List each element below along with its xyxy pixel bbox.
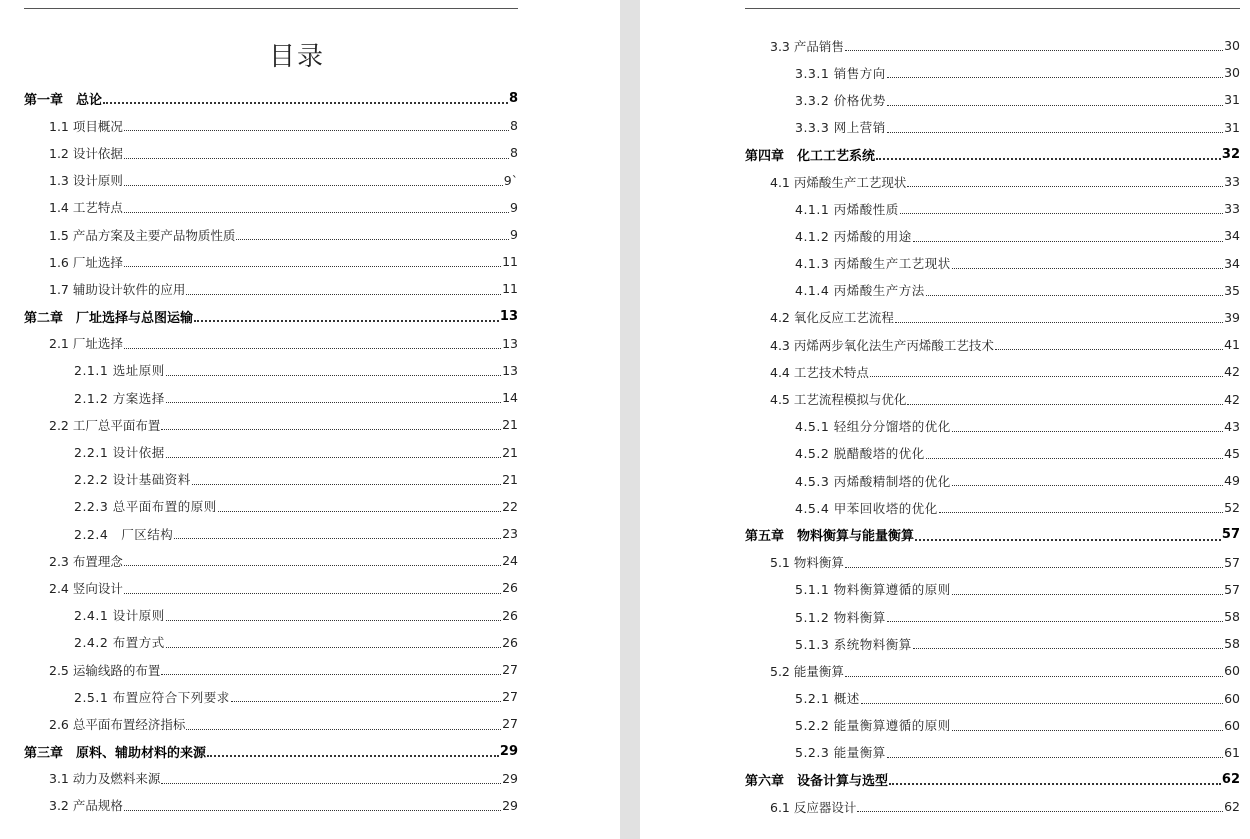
toc-leader-dots: [124, 593, 501, 594]
document-page-left: [0, 0, 620, 839]
toc-entry-title: 4.4 工艺技术特点: [770, 364, 869, 380]
toc-leader-dots: [887, 132, 1223, 133]
toc-page-number: 45: [1224, 445, 1240, 461]
toc-entry-title: 4.1.1 丙烯酸性质: [795, 201, 899, 217]
toc-page-number: 29: [502, 770, 518, 786]
toc-entry-title: 3.3.2 价格优势: [795, 92, 886, 108]
toc-entry-title: 1.5 产品方案及主要产品物质性质: [49, 227, 236, 243]
toc-entry-title: 1.3 设计原则: [49, 173, 123, 189]
toc-title: 目录: [268, 42, 325, 72]
toc-page-number: 26: [502, 580, 518, 596]
toc-page-number: 41: [1224, 337, 1240, 353]
toc-page-number: 35: [1224, 282, 1240, 298]
toc-entry-title: 5.2.1 概述: [795, 691, 860, 707]
toc-page-number: 58: [1224, 609, 1240, 625]
toc-leader-dots: [124, 266, 501, 267]
toc-page-number: 52: [1224, 500, 1240, 516]
toc-subsection-entry[interactable]: [24, 520, 518, 547]
toc-entry-title: 4.5.1 轻组分分馏塔的优化: [795, 419, 951, 435]
toc-leader-dots: [161, 674, 501, 675]
toc-subsection-entry[interactable]: [24, 357, 518, 384]
toc-subsection-entry[interactable]: [745, 494, 1240, 521]
toc-entry-title: 4.3 丙烯两步氧化法生产丙烯酸工艺技术: [770, 337, 994, 353]
toc-page-number: 26: [502, 634, 518, 650]
document-page-right: [640, 0, 1250, 839]
toc-entry-title: 3.3.1 销售方向: [795, 65, 886, 81]
toc-leader-dots: [174, 538, 501, 539]
toc-page-number: 24: [502, 553, 518, 569]
header-rule: [24, 8, 518, 9]
toc-entry-title: 2.4.2 布置方式: [74, 635, 165, 651]
toc-page-number: 30: [1224, 38, 1240, 54]
toc-entry-title: 4.1 丙烯酸生产工艺现状: [770, 174, 907, 190]
toc-subsection-entry[interactable]: [745, 576, 1240, 603]
toc-subsection-entry[interactable]: [745, 440, 1240, 467]
toc-leader-dots: [124, 565, 501, 566]
toc-entry-title: 2.2 工厂总平面布置: [49, 417, 161, 433]
toc-entry-title: 第三章 原料、辅助材料的来源: [24, 745, 207, 761]
toc-subsection-entry[interactable]: [745, 222, 1240, 249]
toc-page-number: 21: [502, 471, 518, 487]
toc-entry-title: 2.2.1 设计依据: [74, 445, 165, 461]
toc-entry-title: 2.2.2 设计基础资料: [74, 472, 191, 488]
toc-page-number: 27: [502, 662, 518, 678]
toc-entry-title: 2.2.3 总平面布置的原则: [74, 499, 217, 515]
toc-page-number: 11: [502, 281, 518, 297]
toc-section-entry[interactable]: [745, 304, 1240, 331]
toc-leader-dots: [887, 621, 1223, 622]
toc-page-number: 42: [1224, 391, 1240, 407]
toc-page-number: 31: [1224, 92, 1240, 108]
toc-page-number: 14: [502, 390, 518, 406]
toc-section-entry[interactable]: [24, 765, 518, 792]
toc-subsection-entry[interactable]: [745, 739, 1240, 766]
toc-subsection-entry[interactable]: [745, 685, 1240, 712]
toc-entry-title: 2.4.1 设计原则: [74, 608, 165, 624]
toc-page-number: 27: [502, 689, 518, 705]
toc-page-number: 61: [1224, 744, 1240, 760]
toc-leader-dots: [913, 241, 1223, 242]
toc-page-number: 34: [1224, 228, 1240, 244]
toc-entry-title: 第四章 化工工艺系统: [745, 148, 876, 164]
toc-page-number: 42: [1224, 364, 1240, 380]
toc-section-entry[interactable]: [24, 194, 518, 221]
toc-entry-title: 2.3 布置理念: [49, 553, 123, 569]
toc-leader-dots: [166, 375, 501, 376]
toc-chapter-entry[interactable]: [745, 521, 1240, 548]
toc-leader-dots: [161, 783, 501, 784]
toc-entry-title: 4.5.3 丙烯酸精制塔的优化: [795, 473, 951, 489]
toc-entry-title: 3.2 产品规格: [49, 798, 123, 814]
toc-entry-title: 5.1.3 系统物料衡算: [795, 636, 912, 652]
toc-leader-dots: [166, 620, 501, 621]
toc-leader-dots: [186, 294, 501, 295]
toc-entry-title: 4.1.2 丙烯酸的用途: [795, 228, 912, 244]
toc-entry-title: 5.1.1 物料衡算遵循的原则: [795, 582, 951, 598]
toc-page-number: 33: [1224, 174, 1240, 190]
toc-entry-title: 4.1.3 丙烯酸生产工艺现状: [795, 256, 951, 272]
toc-leader-dots: [103, 102, 508, 104]
toc-leader-dots: [861, 703, 1223, 704]
toc-subsection-entry[interactable]: [745, 250, 1240, 277]
toc-leader-dots: [952, 268, 1223, 269]
toc-entry-title: 3.3.3 网上营销: [795, 120, 886, 136]
toc-subsection-entry[interactable]: [24, 466, 518, 493]
toc-leader-dots: [124, 130, 509, 131]
toc-entry-title: 5.2 能量衡算: [770, 663, 844, 679]
toc-page-number: 8: [510, 118, 518, 134]
toc-section-entry[interactable]: [24, 139, 518, 166]
header-rule: [745, 8, 1240, 9]
toc-subsection-entry[interactable]: [745, 712, 1240, 739]
toc-leader-dots: [995, 349, 1223, 350]
toc-list-right: [745, 32, 1240, 820]
toc-leader-dots: [845, 676, 1223, 677]
toc-subsection-entry[interactable]: [745, 114, 1240, 141]
toc-subsection-entry[interactable]: [24, 683, 518, 710]
toc-leader-dots: [166, 402, 501, 403]
toc-section-entry[interactable]: [745, 32, 1240, 59]
toc-subsection-entry[interactable]: [745, 195, 1240, 222]
toc-chapter-entry[interactable]: [24, 738, 518, 765]
toc-page-number: 30: [1224, 65, 1240, 81]
toc-page-number: 9: [510, 227, 518, 243]
toc-section-entry[interactable]: [745, 168, 1240, 195]
toc-page-number: 22: [502, 498, 518, 514]
toc-subsection-entry[interactable]: [24, 629, 518, 656]
toc-leader-dots: [192, 484, 501, 485]
toc-section-entry[interactable]: [24, 710, 518, 737]
toc-subsection-entry[interactable]: [745, 413, 1240, 440]
toc-page-number: 57: [1224, 554, 1240, 570]
toc-chapter-entry[interactable]: [24, 303, 518, 330]
toc-subsection-entry[interactable]: [745, 86, 1240, 113]
toc-section-entry[interactable]: [24, 112, 518, 139]
toc-entry-title: 3.1 动力及燃料来源: [49, 771, 161, 787]
toc-leader-dots: [895, 322, 1223, 323]
toc-leader-dots: [857, 811, 1223, 812]
toc-section-entry[interactable]: [745, 385, 1240, 412]
toc-entry-title: 3.3 产品销售: [770, 38, 844, 54]
toc-leader-dots: [124, 810, 501, 811]
toc-leader-dots: [952, 431, 1223, 432]
toc-page-number: 62: [1221, 772, 1240, 788]
toc-entry-title: 2.5.1 布置应符合下列要求: [74, 689, 230, 705]
toc-leader-dots: [124, 348, 501, 349]
toc-page-number: 57: [1221, 527, 1240, 543]
toc-leader-dots: [913, 648, 1223, 649]
toc-leader-dots: [194, 320, 499, 322]
toc-chapter-entry[interactable]: [24, 85, 518, 112]
toc-section-entry[interactable]: [24, 411, 518, 438]
toc-page-number: 26: [502, 607, 518, 623]
toc-section-entry[interactable]: [24, 547, 518, 574]
toc-leader-dots: [939, 512, 1223, 513]
toc-page-number: 58: [1224, 636, 1240, 652]
toc-entry-title: 1.7 辅助设计软件的应用: [49, 281, 186, 297]
toc-leader-dots: [186, 729, 501, 730]
toc-entry-title: 5.1 物料衡算: [770, 555, 844, 571]
toc-page-number: 43: [1224, 418, 1240, 434]
toc-leader-dots: [900, 213, 1223, 214]
toc-section-entry[interactable]: [24, 656, 518, 683]
toc-section-entry[interactable]: [24, 574, 518, 601]
toc-leader-dots: [124, 212, 509, 213]
toc-entry-title: 第一章 总论: [24, 93, 103, 109]
toc-page-number: 21: [502, 417, 518, 433]
toc-leader-dots: [166, 457, 501, 458]
toc-page-number: 31: [1224, 119, 1240, 135]
toc-leader-dots: [887, 757, 1223, 758]
toc-leader-dots: [907, 404, 1223, 405]
toc-page-number: 33: [1224, 201, 1240, 217]
toc-page-number: 23: [502, 526, 518, 542]
toc-entry-title: 第五章 物料衡算与能量衡算: [745, 529, 915, 545]
toc-leader-dots: [887, 105, 1223, 106]
toc-section-entry[interactable]: [24, 248, 518, 275]
toc-page-number: 9: [510, 199, 518, 215]
toc-subsection-entry[interactable]: [745, 630, 1240, 657]
toc-leader-dots: [876, 158, 1221, 160]
toc-leader-dots: [166, 647, 501, 648]
toc-page-number: 34: [1224, 255, 1240, 271]
toc-section-entry[interactable]: [24, 330, 518, 357]
toc-entry-title: 1.6 厂址选择: [49, 254, 123, 270]
toc-leader-dots: [218, 511, 501, 512]
toc-entry-title: 4.2 氧化反应工艺流程: [770, 310, 894, 326]
toc-leader-dots: [231, 701, 501, 702]
toc-chapter-entry[interactable]: [745, 141, 1240, 168]
toc-leader-dots: [907, 186, 1223, 187]
toc-entry-title: 1.4 工艺特点: [49, 200, 123, 216]
toc-leader-dots: [236, 239, 509, 240]
toc-list-left: [24, 85, 518, 819]
toc-entry-title: 4.5 工艺流程模拟与优化: [770, 392, 907, 408]
toc-leader-dots: [952, 594, 1223, 595]
toc-entry-title: 5.2.3 能量衡算: [795, 745, 886, 761]
toc-page-number: 11: [502, 254, 518, 270]
toc-page-number: 60: [1224, 663, 1240, 679]
toc-leader-dots: [845, 567, 1223, 568]
toc-section-entry[interactable]: [24, 221, 518, 248]
toc-entry-title: 2.6 总平面布置经济指标: [49, 716, 186, 732]
toc-page-number: 29: [502, 797, 518, 813]
toc-subsection-entry[interactable]: [24, 384, 518, 411]
toc-page-number: 60: [1224, 717, 1240, 733]
toc-entry-title: 5.1.2 物料衡算: [795, 609, 886, 625]
toc-entry-title: 4.5.2 脱醋酸塔的优化: [795, 446, 925, 462]
toc-page-number: 32: [1221, 146, 1240, 162]
toc-page-number: 39: [1224, 309, 1240, 325]
toc-leader-dots: [952, 485, 1223, 486]
toc-subsection-entry[interactable]: [24, 602, 518, 629]
toc-section-entry[interactable]: [745, 657, 1240, 684]
toc-section-entry[interactable]: [745, 358, 1240, 385]
toc-leader-dots: [845, 50, 1223, 51]
toc-section-entry[interactable]: [745, 793, 1240, 820]
toc-leader-dots: [124, 158, 509, 159]
toc-section-entry[interactable]: [745, 549, 1240, 576]
toc-leader-dots: [889, 783, 1221, 785]
toc-page-number: 49: [1224, 473, 1240, 489]
toc-entry-title: 1.1 项目概况: [49, 118, 123, 134]
toc-leader-dots: [915, 539, 1221, 541]
toc-subsection-entry[interactable]: [24, 493, 518, 520]
toc-subsection-entry[interactable]: [745, 277, 1240, 304]
toc-page-number: 27: [502, 716, 518, 732]
toc-leader-dots: [926, 295, 1223, 296]
toc-subsection-entry[interactable]: [24, 438, 518, 465]
toc-entry-title: 4.5.4 甲苯回收塔的优化: [795, 500, 938, 516]
toc-subsection-entry[interactable]: [745, 59, 1240, 86]
toc-page-number: 9`: [503, 172, 518, 188]
toc-entry-title: 第六章 设备计算与选型: [745, 774, 889, 790]
toc-leader-dots: [952, 730, 1223, 731]
toc-page-number: 8: [510, 145, 518, 161]
toc-page-number: 60: [1224, 690, 1240, 706]
toc-leader-dots: [870, 376, 1223, 377]
toc-entry-title: 2.1.2 方案选择: [74, 390, 165, 406]
toc-leader-dots: [926, 458, 1223, 459]
toc-page-number: 13: [499, 308, 518, 324]
toc-page-number: 62: [1224, 799, 1240, 815]
toc-section-entry[interactable]: [745, 331, 1240, 358]
toc-page-number: 13: [502, 362, 518, 378]
page-gap: [620, 0, 640, 839]
toc-section-entry[interactable]: [24, 167, 518, 194]
toc-leader-dots: [161, 429, 501, 430]
toc-page-number: 8: [508, 91, 518, 107]
toc-section-entry[interactable]: [24, 792, 518, 819]
toc-page-number: 29: [499, 743, 518, 759]
toc-page-number: 13: [502, 335, 518, 351]
toc-entry-title: 6.1 反应器设计: [770, 799, 857, 815]
toc-entry-title: 2.1.1 选址原则: [74, 363, 165, 379]
toc-entry-title: 2.5 运输线路的布置: [49, 662, 161, 678]
toc-page-number: 57: [1224, 581, 1240, 597]
toc-chapter-entry[interactable]: [745, 766, 1240, 793]
toc-leader-dots: [207, 755, 499, 757]
toc-entry-title: 第二章 厂址选择与总图运输: [24, 310, 194, 326]
toc-entry-title: 2.1 厂址选择: [49, 336, 123, 352]
toc-page-number: 21: [502, 444, 518, 460]
toc-entry-title: 1.2 设计依据: [49, 145, 123, 161]
toc-section-entry[interactable]: [24, 275, 518, 302]
toc-subsection-entry[interactable]: [745, 603, 1240, 630]
toc-leader-dots: [124, 185, 503, 186]
toc-subsection-entry[interactable]: [745, 467, 1240, 494]
toc-entry-title: 4.1.4 丙烯酸生产方法: [795, 283, 925, 299]
toc-entry-title: 2.4 竖向设计: [49, 580, 123, 596]
toc-entry-title: 5.2.2 能量衡算遵循的原则: [795, 718, 951, 734]
toc-leader-dots: [887, 77, 1223, 78]
toc-entry-title: 2.2.4 厂区结构: [74, 526, 174, 542]
